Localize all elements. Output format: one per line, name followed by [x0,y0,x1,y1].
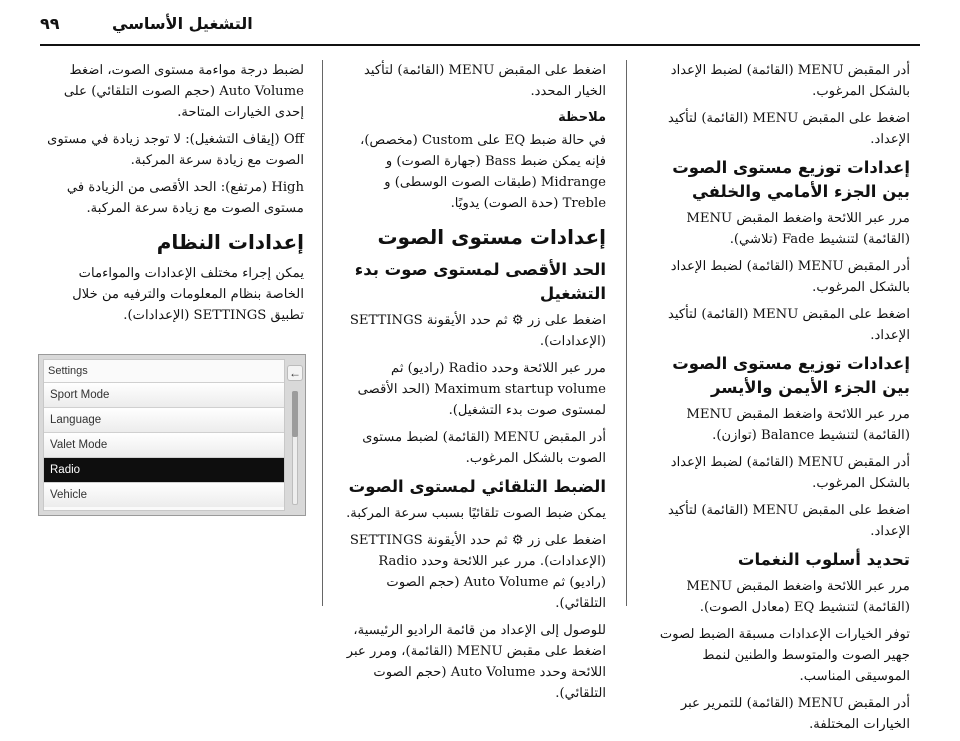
paragraph: مرر عبر اللائحة واضغط المقبض MENU (القائمة) لتنشيط Fade (تلاشي). [686,211,910,247]
paragraph: أدر المقبض MENU (القائمة) لضبط الإعداد بالشكل المرغوب. [670,63,910,99]
left-column [40,60,304,332]
paragraph: يمكن إجراء مختلف الإعدادات والمواءمات الخاصة بنظام المعلومات والترفيه من خلال تطبيق SETTINGS (الإعدادات). [72,266,304,323]
paragraph: اضغط على زر ⚙ ثم حدد الأيقونة SETTINGS (الإعدادات). مرر عبر اللائحة وحدد Radio (راديو) ثم Auto Volume (حجم الصوت التلقائي). [349,533,606,611]
page-title: التشغيل الأساسي [112,14,253,33]
settings-screenshot [38,354,306,516]
paragraph: اضغط على المقبض MENU (القائمة) لتأكيد الإعداد. [667,307,910,343]
page-header [0,0,960,56]
section-heading-balance: إعدادات توزيع مستوى الصوت بين الجزء الأيمن والأيسر [672,354,910,397]
section-heading-fade: إعدادات توزيع مستوى الصوت بين الجزء الأمامي والخلفي [672,158,910,201]
middle-column [338,60,606,710]
paragraph: Off (إيقاف التشغيل): لا توجد زيادة في مستوى الصوت مع زيادة سرعة المركبة. [47,132,304,168]
menu-item-radio[interactable]: Radio [44,457,284,482]
paragraph: اضغط على المقبض MENU (القائمة) لتأكيد الإعداد. [667,503,910,539]
paragraph: يمكن ضبط الصوت تلقائيًا بسبب سرعة المركبة. [346,506,606,521]
menu-item-vehicle[interactable]: Vehicle [44,482,284,507]
menu-item-sport-mode[interactable]: Sport Mode [44,382,284,407]
paragraph: أدر المقبض MENU (القائمة) للتمرير عبر الخيارات المختلفة. [680,696,910,732]
section-heading-max-startup: الحد الأقصى لمستوى صوت بدء التشغيل [354,260,606,303]
note-title: ملاحظة [558,110,606,125]
column-divider [626,60,627,606]
page-number: ٩٩ [40,14,60,33]
menu-item-language[interactable]: Language [44,407,284,432]
paragraph: اضغط على زر ⚙ ثم حدد الأيقونة SETTINGS (الإعدادات). [349,313,606,349]
section-heading-eq: تحديد أسلوب النغمات [737,550,910,569]
column-divider [322,60,323,606]
paragraph: للوصول إلى الإعداد من قائمة الراديو الرئيسية، اضغط على مقبض MENU (القائمة)، ومرر عبر اللائحة وحدد Auto Volume (حجم الصوت التلقائي). [346,623,606,701]
paragraph: توفر الخيارات الإعدادات مسبقة الضبط لصوت جهير الصوت والمتوسط والطنين لنمط الموسيقى المناسب. [659,627,910,684]
menu-item-valet-mode[interactable]: Valet Mode [44,432,284,457]
paragraph: أدر المقبض MENU (القائمة) لضبط مستوى الصوت بالشكل المرغوب. [362,430,606,466]
paragraph: مرر عبر اللائحة واضغط المقبض MENU (القائمة) لتنشيط EQ (معادل الصوت). [686,579,910,615]
paragraph: اضغط على المقبض MENU (القائمة) لتأكيد الإعداد. [667,111,910,147]
settings-menu [43,359,285,511]
settings-menu-title: Settings [48,365,88,377]
paragraph: اضغط على المقبض MENU (القائمة) لتأكيد الخيار المحدد. [363,63,606,99]
scrollbar-thumb[interactable] [292,391,298,437]
paragraph: High (مرتفع): الحد الأقصى من الزيادة في مستوى الصوت مع زيادة سرعة المركبة. [66,180,304,216]
header-rule [40,44,920,46]
paragraph: أدر المقبض MENU (القائمة) لضبط الإعداد بالشكل المرغوب. [670,259,910,295]
section-heading-volume-settings: إعدادات مستوى الصوت [377,225,606,249]
paragraph: أدر المقبض MENU (القائمة) لضبط الإعداد بالشكل المرغوب. [670,455,910,491]
note-text: في حالة ضبط EQ على Custom (مخصص)، فإنه يمكن ضبط Bass (جهارة الصوت) و Midrange (طبقات الصوت الوسطى) و Treble (حدة الصوت) يدويًا. [360,133,606,211]
back-arrow-icon[interactable]: ← [289,366,301,380]
right-column [648,60,910,741]
section-heading-system: إعدادات النظام [156,230,304,254]
section-heading-auto-volume: الضبط التلقائي لمستوى الصوت [348,477,606,496]
paragraph: لضبط درجة مواءمة مستوى الصوت، اضغط Auto Volume (حجم الصوت التلقائي) على إحدى الخيارات المتاحة. [63,63,304,120]
paragraph: مرر عبر اللائحة واضغط المقبض MENU (القائمة) لتنشيط Balance (توازن). [686,407,910,443]
paragraph: مرر عبر اللائحة وحدد Radio (راديو) ثم Maximum startup volume (الحد الأقصى لمستوى صوت بدء التشغيل). [357,361,606,418]
